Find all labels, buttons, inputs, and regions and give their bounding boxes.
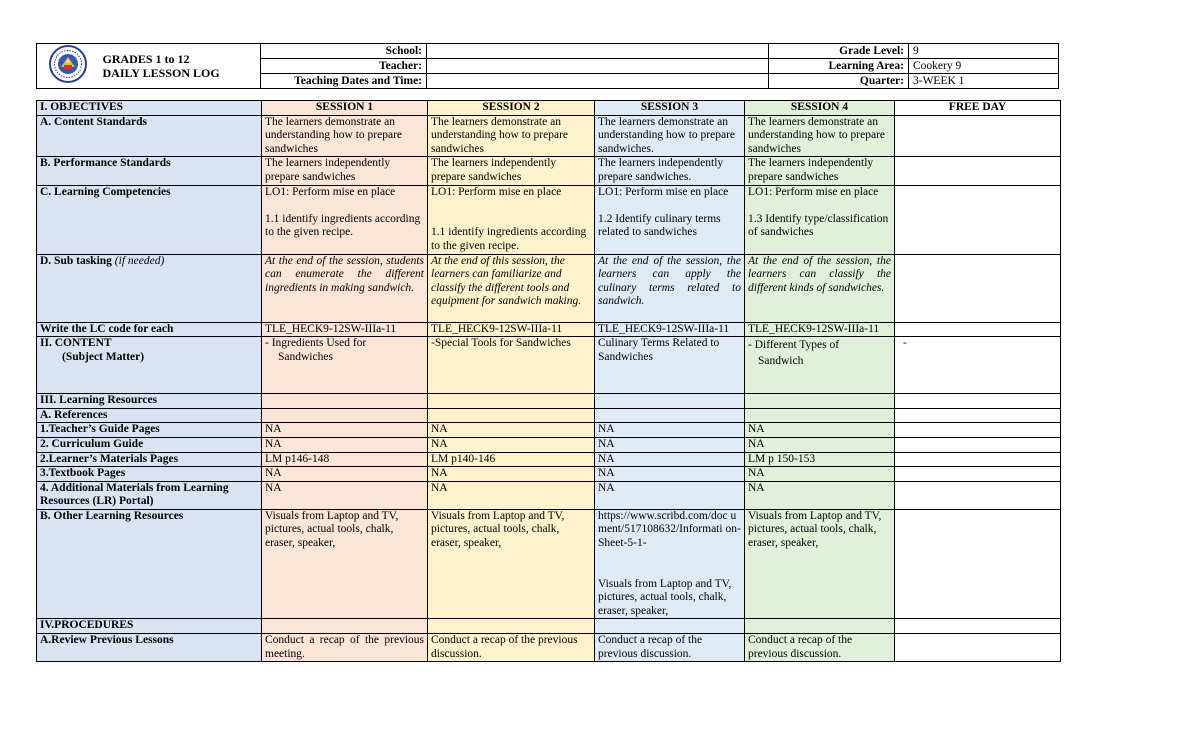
table-cell: LM p140-146 xyxy=(428,452,595,467)
table-row xyxy=(37,254,1061,322)
dates-value xyxy=(427,74,769,89)
sub-tasking-note: (if needed) xyxy=(114,254,165,267)
row-label xyxy=(37,337,262,394)
table-cell: NA xyxy=(262,423,428,438)
table-cell xyxy=(895,115,1061,157)
table-cell: NA xyxy=(745,423,895,438)
table-cell xyxy=(262,408,428,423)
row-label xyxy=(37,254,262,322)
table-cell: Visuals from Laptop and TV, pictures, actual tools, chalk, eraser, speaker, xyxy=(428,509,595,619)
table-row xyxy=(37,408,1061,423)
table-cell xyxy=(895,423,1061,438)
table-cell xyxy=(895,481,1061,509)
lesson-log-title xyxy=(99,44,261,89)
table-cell: NA xyxy=(745,481,895,509)
table-cell xyxy=(595,408,745,423)
table-cell: NA xyxy=(595,452,745,467)
table-cell: Conduct a recap of the previous discussion. xyxy=(428,634,595,662)
deped-seal-icon xyxy=(46,45,90,83)
table-cell xyxy=(895,254,1061,322)
table-cell: NA xyxy=(745,467,895,482)
table-row xyxy=(37,157,1061,185)
table-cell xyxy=(428,394,595,409)
table-cell xyxy=(895,394,1061,409)
table-row xyxy=(37,634,1061,662)
lesson-log-header xyxy=(36,43,1059,89)
quarter-value: 3-WEEK 1 xyxy=(909,74,1059,89)
table-row xyxy=(37,481,1061,509)
col-session-1: SESSION 1 xyxy=(262,101,428,116)
table-cell: Conduct a recap of the previous discussion. xyxy=(595,634,745,662)
teacher-label: Teacher: xyxy=(261,59,427,74)
sub-tasking-label: D. Sub tasking xyxy=(40,254,112,267)
dates-label: Teaching Dates and Time: xyxy=(261,74,427,89)
row-label: IV.PROCEDURES xyxy=(37,619,262,634)
grade-level-value: 9 xyxy=(909,44,1059,59)
table-row xyxy=(37,509,1061,619)
table-cell xyxy=(895,408,1061,423)
content-s4-line2: Sandwich xyxy=(758,355,804,368)
table-cell: The learners independently prepare sandwiches xyxy=(428,157,595,185)
table-cell: NA xyxy=(428,467,595,482)
title-line-2: DAILY LESSON LOG xyxy=(102,66,220,80)
table-cell xyxy=(428,408,595,423)
title-line-1: GRADES 1 to 12 xyxy=(102,52,190,66)
table-header-row xyxy=(37,101,1061,116)
row-label: 3.Textbook Pages xyxy=(37,467,262,482)
table-cell: NA xyxy=(262,481,428,509)
content-s4-line1: - Different Types of xyxy=(748,339,840,352)
table-row xyxy=(37,322,1061,337)
table-cell: At the end of the session, the learners can classify the different kinds of sandwiches. xyxy=(745,254,895,322)
row-label: 2.Learner’s Materials Pages xyxy=(37,452,262,467)
col-objectives: I. OBJECTIVES xyxy=(37,101,262,116)
row-label: III. Learning Resources xyxy=(37,394,262,409)
school-label: School: xyxy=(261,44,427,59)
table-cell xyxy=(895,157,1061,185)
table-cell: NA xyxy=(595,481,745,509)
table-cell: Visuals from Laptop and TV, pictures, actual tools, chalk, eraser, speaker, xyxy=(262,509,428,619)
table-cell xyxy=(895,634,1061,662)
table-cell xyxy=(895,467,1061,482)
table-cell: LO1: Perform mise en place 1.2 Identify culinary terms related to sandwiches xyxy=(595,185,745,254)
lesson-log-table xyxy=(36,100,1061,662)
table-row xyxy=(37,423,1061,438)
table-cell: TLE_HECK9-12SW-IIIa-11 xyxy=(595,322,745,337)
table-cell: NA xyxy=(595,437,745,452)
table-cell xyxy=(745,337,895,394)
table-row xyxy=(37,437,1061,452)
row-label: A.Review Previous Lessons xyxy=(37,634,262,662)
table-row xyxy=(37,185,1061,254)
table-cell: TLE_HECK9-12SW-IIIa-11 xyxy=(262,322,428,337)
table-cell: At the end of this session, the learners can familiarize and classify the different tools and equipment for sandwich making. xyxy=(428,254,595,322)
content-s1-line2: Sandwiches xyxy=(278,350,333,363)
table-row xyxy=(37,337,1061,394)
table-cell: NA xyxy=(428,423,595,438)
row-label: B. Performance Standards xyxy=(37,157,262,185)
row-label: 1.Teacher’s Guide Pages xyxy=(37,423,262,438)
table-cell xyxy=(895,509,1061,619)
col-session-2: SESSION 2 xyxy=(428,101,595,116)
table-cell: LO1: Perform mise en place 1.1 identify ingredients according to the given recipe. xyxy=(262,185,428,254)
table-cell: The learners independently prepare sandwiches. xyxy=(595,157,745,185)
table-row xyxy=(37,467,1061,482)
resource-link[interactable]: https://www.scribd.com/doc ument/517108632/Informati on-Sheet-5-1- xyxy=(598,509,741,550)
table-cell: NA xyxy=(595,467,745,482)
table-cell xyxy=(895,185,1061,254)
table-cell: Conduct a recap of the previous meeting. xyxy=(262,634,428,662)
table-cell xyxy=(428,619,595,634)
table-cell: The learners independently prepare sandwiches xyxy=(745,157,895,185)
row-label: A. Content Standards xyxy=(37,115,262,157)
row-label: C. Learning Competencies xyxy=(37,185,262,254)
school-value xyxy=(427,44,769,59)
table-cell xyxy=(595,394,745,409)
table-cell: LO1: Perform mise en place 1.1 identify ingredients according to the given recipe. xyxy=(428,185,595,254)
table-cell: NA xyxy=(745,437,895,452)
table-cell: NA xyxy=(262,437,428,452)
table-cell: The learners demonstrate an understanding how to prepare sandwiches xyxy=(262,115,428,157)
table-cell: The learners demonstrate an understanding how to prepare sandwiches xyxy=(428,115,595,157)
table-cell: The learners independently prepare sandwiches xyxy=(262,157,428,185)
table-cell: NA xyxy=(428,481,595,509)
table-cell: LO1: Perform mise en place 1.3 Identify type/classification of sandwiches xyxy=(745,185,895,254)
table-cell xyxy=(895,437,1061,452)
table-cell: Conduct a recap of the previous discussion. xyxy=(745,634,895,662)
table-cell xyxy=(895,452,1061,467)
quarter-label: Quarter: xyxy=(769,74,909,89)
table-cell xyxy=(745,394,895,409)
table-cell: The learners demonstrate an understanding how to prepare sandwiches. xyxy=(595,115,745,157)
row-label: Write the LC code for each xyxy=(37,322,262,337)
content-s1-line1: - Ingredients Used for xyxy=(265,337,367,350)
learning-area-label: Learning Area: xyxy=(769,59,909,74)
table-cell: LM p146-148 xyxy=(262,452,428,467)
col-session-4: SESSION 4 xyxy=(745,101,895,116)
learning-area-value: Cookery 9 xyxy=(909,59,1059,74)
row-label: 4. Additional Materials from Learning Resources (LR) Portal) xyxy=(37,481,262,509)
resource-text: Visuals from Laptop and TV, pictures, actual tools, chalk, eraser, speaker, xyxy=(598,577,732,617)
teacher-value xyxy=(427,59,769,74)
table-cell xyxy=(262,619,428,634)
table-cell xyxy=(895,619,1061,634)
deped-seal xyxy=(37,44,99,89)
table-cell xyxy=(262,394,428,409)
table-row xyxy=(37,619,1061,634)
table-cell: TLE_HECK9-12SW-IIIa-11 xyxy=(428,322,595,337)
table-cell: Visuals from Laptop and TV, pictures, actual tools, chalk, eraser, speaker, xyxy=(745,509,895,619)
table-cell: LM p 150-153 xyxy=(745,452,895,467)
table-row xyxy=(37,452,1061,467)
row-label: B. Other Learning Resources xyxy=(37,509,262,619)
table-cell xyxy=(595,619,745,634)
table-cell: NA xyxy=(595,423,745,438)
table-cell: At the end of the session, the learners can apply the culinary terms related to sandwich. xyxy=(595,254,745,322)
table-cell xyxy=(262,337,428,394)
table-cell: - xyxy=(895,337,1061,394)
table-cell: At the end of the session, students can enumerate the different ingredients in making sandwich. xyxy=(262,254,428,322)
table-row xyxy=(37,115,1061,157)
grade-level-label: Grade Level: xyxy=(769,44,909,59)
table-cell: The learners demonstrate an understanding how to prepare sandwiches xyxy=(745,115,895,157)
col-free-day: FREE DAY xyxy=(895,101,1061,116)
table-cell xyxy=(745,408,895,423)
col-session-3: SESSION 3 xyxy=(595,101,745,116)
table-cell: -Special Tools for Sandwiches xyxy=(428,337,595,394)
content-sublabel: (Subject Matter) xyxy=(62,350,145,363)
table-cell: NA xyxy=(428,437,595,452)
table-cell: NA xyxy=(262,467,428,482)
row-label: A. References xyxy=(37,408,262,423)
table-cell xyxy=(895,322,1061,337)
table-cell: TLE_HECK9-12SW-IIIa-11 xyxy=(745,322,895,337)
row-label: 2. Curriculum Guide xyxy=(37,437,262,452)
content-label: II. CONTENT xyxy=(40,337,112,350)
table-cell: Culinary Terms Related to Sandwiches xyxy=(595,337,745,394)
table-row xyxy=(37,394,1061,409)
table-cell xyxy=(595,509,745,619)
table-cell xyxy=(745,619,895,634)
